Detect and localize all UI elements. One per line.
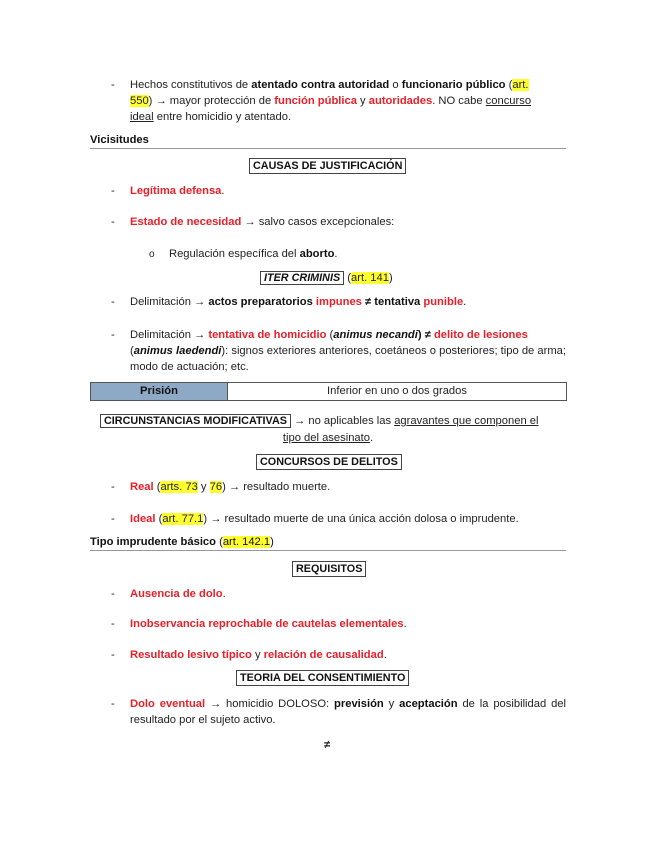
box-title-concursos: CONCURSOS DE DELITOS [256,454,402,470]
box-title-causas: CAUSAS DE JUSTIFICACIÓN [249,158,406,174]
bullet-dash: - [111,296,115,308]
section-heading-tipo-imprudente: Tipo imprudente básico (art. 142.1) [90,535,566,551]
item-aborto: Regulación específica del aborto. [169,248,338,260]
sub-bullet: o [149,249,155,260]
item-dolo-eventual: Dolo eventual → homicidio DOLOSO: previsión y aceptación de la posibilidad del resultado por el sujeto activo. [130,698,567,726]
circunstancias-line: CIRCUNSTANCIAS MODIFICATIVAS → no aplicables las agravantes que componen el [100,413,566,429]
item-atentado: Hechos constitutivos de atentado contra autoridad o funcionario público (art. 550) → mayor protección de función pública y autoridades. NO cabe concurso ideal entre homicidio y atentado. [130,79,532,123]
item-estado-necesidad: Estado de necesidad → salvo casos excepcionales: [130,216,395,228]
item-resultado-lesivo: Resultado lesivo típico y relación de causalidad. [130,649,387,661]
item-concurso-ideal: Ideal (art. 77.1) → resultado muerte de una única acción dolosa o imprudente. [130,513,519,525]
box-title-circunstancias: CIRCUNSTANCIAS MODIFICATIVAS [100,414,291,428]
article-ref: arts. 73 [160,481,198,493]
item-ausencia-dolo: Ausencia de dolo. [130,588,226,600]
bullet-dash: - [111,329,115,341]
iter-heading: ITER CRIMINIS (art. 141) [260,270,393,286]
bullet-dash: - [111,216,115,228]
table-value-cell: Inferior en uno o dos grados [327,385,467,397]
item-delimitacion-1: Delimitación → actos preparatorios impunes ≠ tentativa punible. [130,296,467,308]
bullet-dash: - [111,618,115,630]
item-legitima-defensa: Legítima defensa. [130,185,225,197]
box-title-teoria: TEORIA DEL CONSENTIMIENTO [236,670,409,686]
box-title-iter: ITER CRIMINIS [260,271,344,285]
box-title-requisitos: REQUISITOS [292,561,366,577]
item-inobservancia: Inobservancia reprochable de cautelas elementales. [130,618,407,630]
article-ref: art. 141 [351,272,389,284]
table-label-cell: Prisión [91,383,228,400]
bullet-dash: - [111,481,115,493]
article-ref: art. 142.1 [222,536,271,548]
bullet-dash: - [111,185,115,197]
article-ref: 76 [209,481,223,493]
bullet-dash: - [111,649,115,661]
article-ref: art. [512,79,529,91]
bullet-dash: - [111,79,115,91]
pena-table [90,382,567,401]
item-concurso-real: Real (arts. 73 y 76) → resultado muerte. [130,481,331,493]
section-heading-vicisitudes: Vicisitudes [90,133,566,149]
bullet-dash: - [111,588,115,600]
article-ref: art. 77.1 [162,513,204,525]
bullet-dash: - [111,513,115,525]
bullet-dash: - [111,698,115,710]
article-ref: 550 [130,95,149,107]
not-equal-symbol: ≠ [324,739,331,751]
circunstancias-line-2: tipo del asesinato. [282,432,374,444]
item-delimitacion-2: Delimitación → tentativa de homicidio (animus necandi) ≠ delito de lesiones (animus laedendi): signos exteriores anteriores, coetáneos o posteriores; tipo de arma; modo de actuación; etc. [130,329,566,373]
